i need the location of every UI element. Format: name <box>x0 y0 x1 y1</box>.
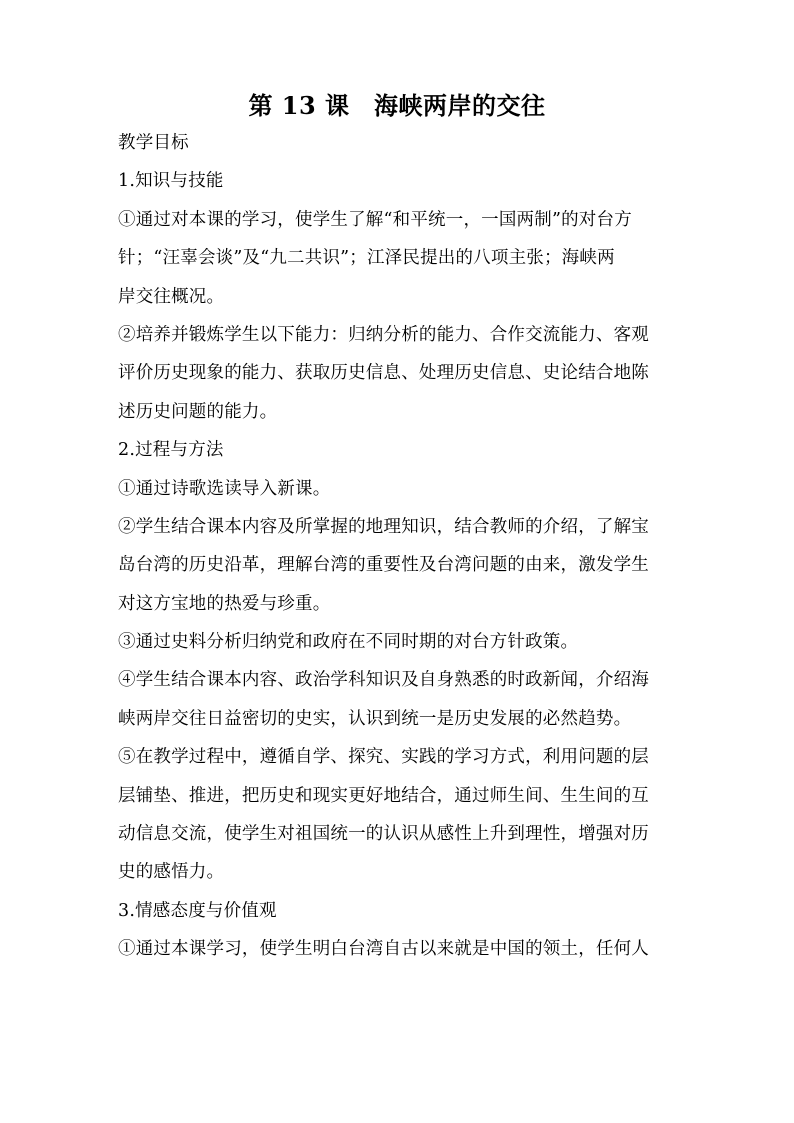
text-line: ①通过诗歌选读导入新课。 <box>118 478 331 499</box>
text-line: ⑤在教学过程中，遵循自学、探究、实践的学习方式，利用问题的层 <box>118 747 649 768</box>
text-line: ②学生结合课本内容及所掌握的地理知识，结合教师的介绍，了解宝 <box>118 516 649 537</box>
subsection-heading-process-methods: 2.过程与方法 <box>118 440 224 461</box>
text-line: 述历史问题的能力。 <box>118 401 278 422</box>
document-body <box>118 124 678 969</box>
text-line: ①通过本课学习，使学生明白台湾自古以来就是中国的领土，任何人 <box>118 939 649 960</box>
text-line: 峡两岸交往日益密切的史实，认识到统一是历史发展的必然趋势。 <box>118 708 632 729</box>
text-line: ①通过对本课的学习，使学生了解“和平统一，一国两制”的对台方 <box>118 209 632 230</box>
text-line: 层铺垫、推进，把历史和现实更好地结合，通过师生间、生生间的互 <box>118 785 649 806</box>
text-line: ④学生结合课本内容、政治学科知识及自身熟悉的时政新闻，介绍海 <box>118 670 649 691</box>
section-heading-teaching-goals: 教学目标 <box>118 133 189 153</box>
text-line: 针；“汪辜会谈”及“九二共识”；江泽民提出的八项主张；海峡两 <box>118 248 615 269</box>
text-line: ②培养并锻炼学生以下能力：归纳分析的能力、合作交流能力、客观 <box>118 324 649 345</box>
text-line: 动信息交流，使学生对祖国统一的认识从感性上升到理性，增强对历 <box>118 824 649 845</box>
lesson-title: 第 13 课 海峡两岸的交往 <box>248 91 546 120</box>
text-line: 评价历史现象的能力、获取历史信息、处理历史信息、史论结合地陈 <box>118 363 649 384</box>
subsection-heading-knowledge-skills: 1.知识与技能 <box>118 171 224 192</box>
text-line: ③通过史料分析归纳党和政府在不同时期的对台方针政策。 <box>118 632 579 653</box>
text-line: 对这方宝地的热爱与珍重。 <box>118 593 331 614</box>
subsection-heading-emotion-values: 3.情感态度与价值观 <box>118 900 277 921</box>
text-line: 岛台湾的历史沿革，理解台湾的重要性及台湾问题的由来，激发学生 <box>118 555 649 576</box>
text-line: 岸交往概况。 <box>118 286 225 307</box>
text-line: 史的感悟力。 <box>118 862 225 883</box>
